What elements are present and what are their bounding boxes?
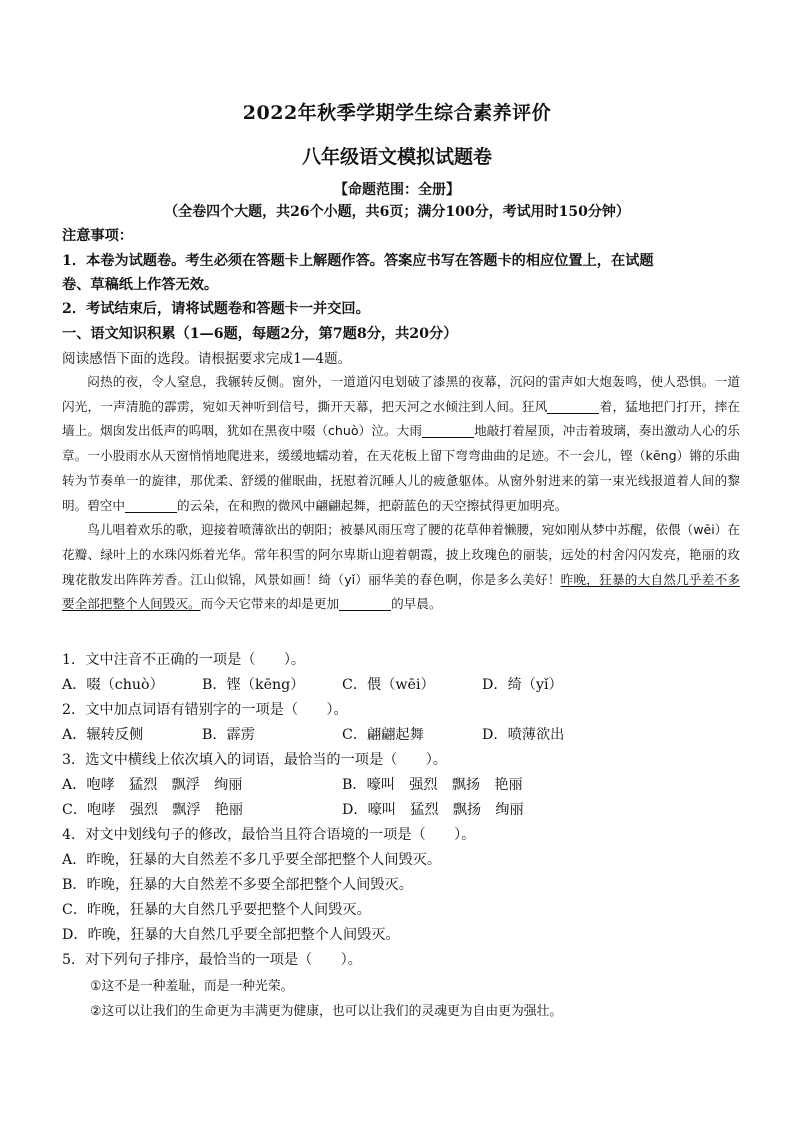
reading-passage	[62, 370, 740, 617]
question-2-option-d[interactable]: D．喷薄欲出	[482, 727, 565, 743]
question-2-option-b[interactable]: B．霹雳	[202, 727, 255, 743]
fill-blank-1	[547, 400, 599, 414]
section-1-instruction: 阅读感悟下面的选段。请根据要求完成1—4题。	[62, 351, 352, 367]
question-3-option-c[interactable]: C．咆哮 强烈 飘浮 艳丽	[62, 802, 244, 818]
passage-paragraph-2: 鸟儿唱着欢乐的歌，迎接着喷薄欲出的朝阳；被暴风雨压弯了腰的花草伸着懒腰，宛如刚从梦中苏醒，依偎（wēi）在花瓣、绿叶上的水珠闪烁着光华。常年积雪的阿尔卑斯山迎着朝霞，披上玫瑰色的丽装，远处的村舍闪闪发亮，艳丽的玫瑰花散发出阵阵芳香。江山似锦，风景如画！绮（yǐ）丽华美的春色啊，你是多么美好！昨晚，狂暴的大自然几乎差不多要全部把整个人间毁灭。而今天它带来的却是更加 的早晨。	[62, 522, 741, 612]
question-3-option-a[interactable]: A．咆哮 猛烈 飘浮 绚丽	[62, 777, 243, 793]
notice-item-1-line-1: 1．本卷为试题卷。考生必须在答题卡上解题作答。答案应书写在答题卡的相应位置上，在试题	[62, 253, 654, 269]
question-1-option-a[interactable]: A．啜（chuò）	[62, 677, 164, 693]
exam-title: 2022年秋季学期学生综合素养评价	[242, 102, 552, 124]
exam-info: （全卷四个大题，共26个小题，共6页；满分100分，考试用时150分钟）	[164, 204, 630, 220]
exam-scope: 【命题范围：全册】	[334, 182, 460, 198]
fill-blank-4	[339, 598, 391, 612]
question-5-stem: 5．对下列句子排序，最恰当的一项是（ ）。	[62, 952, 362, 968]
question-2-option-c[interactable]: C．翩翩起舞	[342, 727, 424, 743]
fill-blank-3	[125, 499, 177, 513]
notice-heading: 注意事项：	[62, 228, 133, 244]
question-4-option-a[interactable]: A．昨晚，狂暴的大自然差不多几乎要全部把整个人间毁灭。	[62, 852, 442, 868]
question-3-stem: 3．选文中横线上依次填入的词语，最恰当的一项是（ ）。	[62, 752, 447, 768]
underlined-sentence: 昨晚，狂暴的大自然几乎差不多要全部把整个人间毁灭。	[62, 571, 741, 612]
notice-item-1-line-2: 卷、草稿纸上作答无效。	[62, 277, 219, 293]
question-1-option-d[interactable]: D．绮（yǐ）	[482, 677, 563, 693]
question-1-stem: 1．文中注音不正确的一项是（ ）。	[62, 652, 306, 668]
question-4-stem: 4．对文中划线句子的修改，最恰当且符合语境的一项是（ ）。	[62, 827, 476, 843]
question-1-option-c[interactable]: C．偎（wēi）	[342, 677, 435, 693]
question-5-sentence-1: ①这不是一种羞耻，而是一种光荣。	[90, 979, 294, 994]
question-5-sentence-2: ②这可以让我们的生命更为丰满更为健康，也可以让我们的灵魂更为自由更为强壮。	[90, 1004, 563, 1019]
question-1-option-b[interactable]: B．铿（kēng）	[202, 677, 305, 693]
exam-subtitle: 八年级语文模拟试题卷	[301, 146, 492, 168]
question-4-option-d[interactable]: D．昨晚，狂暴的大自然几乎要全部把整个人间毁灭。	[62, 927, 400, 943]
question-3-option-d[interactable]: D．嚎叫 猛烈 飘扬 绚丽	[342, 802, 524, 818]
question-4-option-c[interactable]: C．昨晚，狂暴的大自然几乎要把整个人间毁灭。	[62, 902, 371, 918]
notice-item-2: 2．考试结束后，请将试题卷和答题卡一并交回。	[62, 301, 370, 317]
question-4-option-b[interactable]: B．昨晚，狂暴的大自然差不多要全部把整个人间毁灭。	[62, 877, 413, 893]
fill-blank-2	[422, 425, 474, 439]
question-2-option-a[interactable]: A．辗转反侧	[62, 727, 144, 743]
question-2-stem: 2．文中加点词语有错别字的一项是（ ）。	[62, 702, 348, 718]
section-1-heading: 一、语文知识积累（1—6题，每题2分，第7题8分，共20分）	[62, 326, 458, 342]
question-3-option-b[interactable]: B．嚎叫 强烈 飘扬 艳丽	[342, 777, 523, 793]
passage-paragraph-1: 闷热的夜，令人窒息，我辗转反侧。窗外，一道道闪电划破了漆黑的夜幕，沉闷的雷声如大炮轰鸣，使人恐惧。一道闪光，一声清脆的霹雳，宛如天神听到信号，撕开天幕，把天河之水倾注到人间。狂风 着，猛地把门打开，摔在墙上。烟囱发出低声的呜咽，犹如在黑夜中啜（chuò）泣。大雨 地敲打着屋顶，冲击着玻璃，奏出激动人心的乐章。一小股雨水从天窗悄悄地爬进来，缓缓地蠕动着，在天花板上留下弯弯曲曲的足迹。不一会儿，铿（kēng）锵的乐曲转为节奏单一的旋律，那优柔、舒缓的催眠曲，抚慰着沉睡人儿的疲惫躯体。从窗外射进来的第一束光线报道着人间的黎明。碧空中 的云朵，在和煦的微风中翩翩起舞，把蔚蓝色的天空擦拭得更加明亮。	[62, 374, 741, 513]
